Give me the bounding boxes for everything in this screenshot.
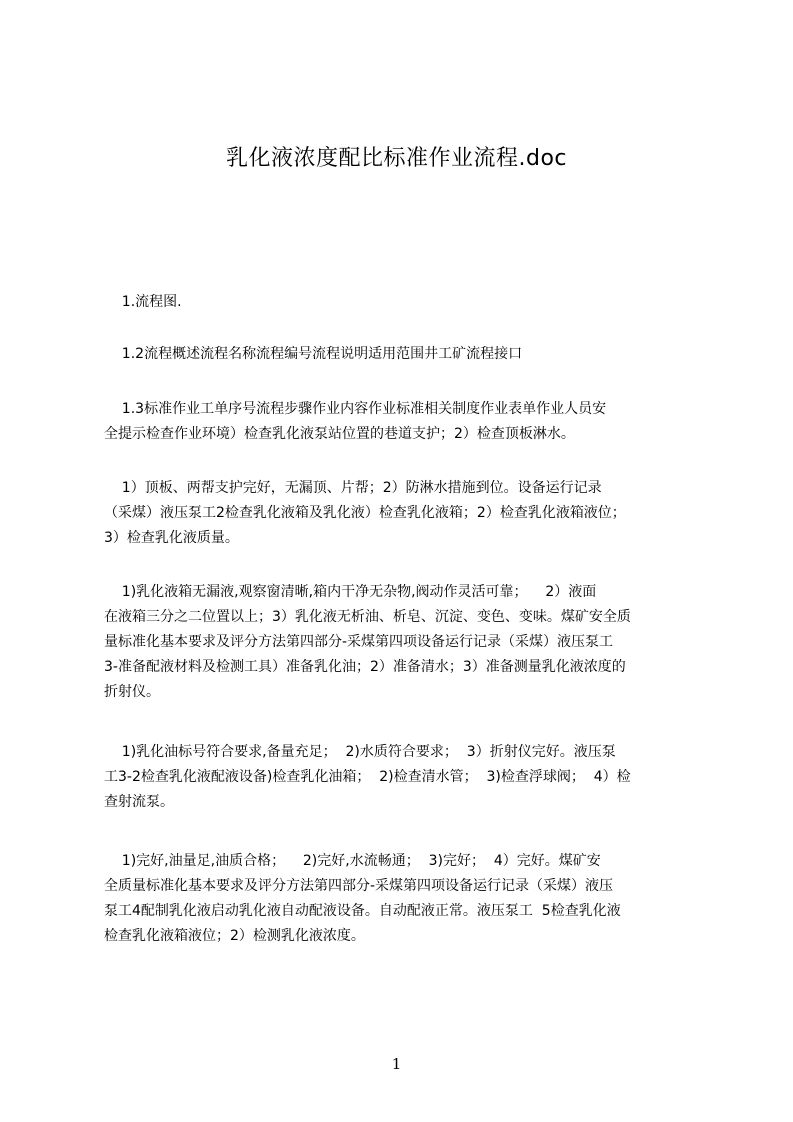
paragraph-line: 1）顶板、两帮支护完好，无漏顶、片帮；2）防淋水措施到位。设备运行记录 xyxy=(104,480,602,496)
paragraph-line: 泵工4配制乳化液启动乳化液自动配液设备。自动配液正常。液压泵工 5检查乳化液 xyxy=(104,903,621,919)
paragraph-equipment xyxy=(104,849,700,949)
paragraph-line: 工3-2检查乳化液配液设备)检查乳化油箱； 2)检查清水管； 3)检查浮球阀； 4）检 xyxy=(104,769,631,785)
paragraph-line: 3）检查乳化液质量。 xyxy=(104,530,239,546)
paragraph-overview xyxy=(104,342,700,367)
paragraph-line: 查射流泵。 xyxy=(104,794,174,810)
paragraph-tank-check xyxy=(104,580,700,705)
paragraph-flowchart xyxy=(104,290,700,315)
paragraph-work-order xyxy=(104,397,700,447)
paragraph-line: 全质量标准化基本要求及评分方法第四部分-采煤第四项设备运行记录（采煤）液压 xyxy=(104,878,614,894)
paragraph-line: 在液箱三分之二位置以上；3）乳化液无析油、析皂、沉淀、变色、变味。煤矿安全质 xyxy=(104,609,631,625)
paragraph-roof-support xyxy=(104,476,700,551)
paragraph-line: 量标准化基本要求及评分方法第四部分-采煤第四项设备运行记录（采煤）液压泵工 xyxy=(104,634,614,650)
paragraph-materials xyxy=(104,740,700,815)
paragraph-line: 1)乳化油标号符合要求,备量充足； 2)水质符合要求； 3）折射仪完好。液压泵 xyxy=(104,744,616,760)
paragraph-line: （采煤）液压泵工2检查乳化液箱及乳化液）检查乳化液箱；2）检查乳化液箱液位； xyxy=(104,505,626,521)
paragraph-line: 检查乳化液箱液位；2）检测乳化液浓度。 xyxy=(104,928,365,944)
paragraph-line: 折射仪。 xyxy=(104,684,160,700)
paragraph-line: 全提示检查作业环境）检查乳化液泵站位置的巷道支护；2）检查顶板淋水。 xyxy=(104,426,575,442)
document-title: 乳化液浓度配比标准作业流程.doc xyxy=(225,146,567,171)
paragraph-line: 1)乳化液箱无漏液,观察窗清晰,箱内干净无杂物,阀动作灵活可靠； 2）液面 xyxy=(104,584,597,600)
paragraph-line: 1)完好,油量足,油质合格； 2)完好,水流畅通； 3)完好； 4）完好。煤矿安 xyxy=(104,853,601,869)
paragraph-line: 1.2流程概述流程名称流程编号流程说明适用范围井工矿流程接口 xyxy=(104,346,523,362)
page-number: 1 xyxy=(391,1055,402,1073)
paragraph-line: 1.流程图. xyxy=(104,294,182,310)
paragraph-line: 1.3标准作业工单序号流程步骤作业内容作业标准相关制度作业表单作业人员安 xyxy=(104,401,607,417)
paragraph-line: 3-准备配液材料及检测工具）准备乳化油；2）准备清水；3）准备测量乳化液浓度的 xyxy=(104,659,626,675)
